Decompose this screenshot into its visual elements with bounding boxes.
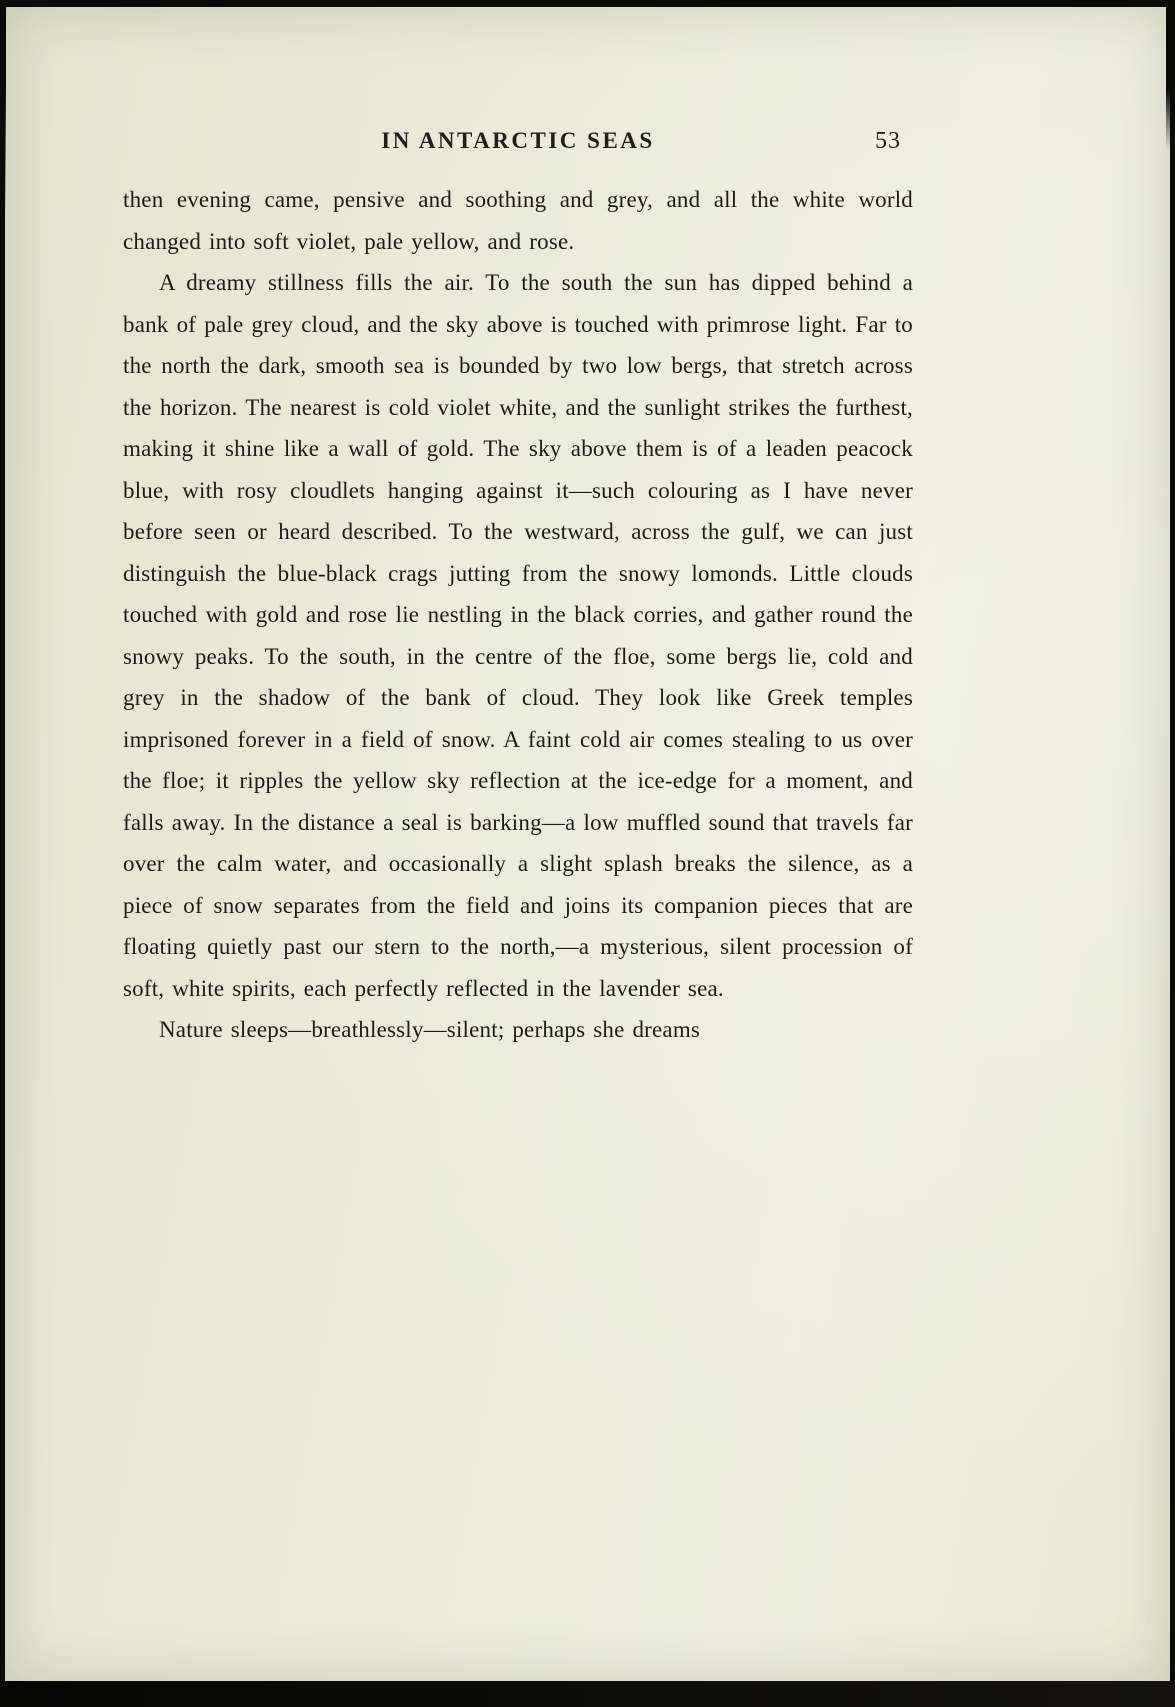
page-number: 53 [875,128,901,154]
paragraph-nature-sleeps: Nature sleeps—breathlessly—silent; perhaps she dreams [159,1017,701,1042]
running-title: IN ANTARCTIC SEAS [381,128,655,153]
scan-edge-artifact-left [0,0,6,220]
paragraph-continuation: then evening came, pensive and soothing and grey, and all the white world changed into soft violet, pale yellow, and rose. [123,187,913,254]
paragraph-dreamy-stillness: A dreamy stillness fills the air. To the south the sun has dipped behind a bank of pale grey cloud, and the sky above is touched with primrose light. Far to the north the dark, smooth sea is bounded by two low bergs, that stretch across the horizon. The nearest is cold violet white, and the sunlight strikes the furthest, making it shine like a wall of gold. The sky above them is of a leaden peacock blue, with rosy cloudlets hanging against it—such colouring as I have never before seen or heard described. To the westward, across the gulf, we can just distinguish the blue-black crags jutting from the snowy lomonds. Little clouds touched with gold and rose lie nestling in the black corries, and gather round the snowy peaks. To the south, in the centre of the floe, some bergs lie, cold and grey in the shadow of the bank of cloud. They look like Greek temples imprisoned forever in a field of snow. A faint cold air comes stealing to us over the floe; it ripples the yellow sky reflection at the ice-edge for a moment, and falls away. In the distance a seal is barking—a low muffled sound that travels far over the calm water, and occasionally a slight splash breaks the silence, as a piece of snow separates from the field and joins its companion pieces that are floating quietly past our stern to the north,—a mysterious, silent procession of soft, white spirits, each perfectly reflected in the lavender sea. [123,270,913,1001]
body-text [123,179,913,1051]
scan-edge-artifact-bottom [0,1681,1175,1707]
page-header [123,128,913,168]
scan-edge-artifact-top-right [1166,0,1175,150]
paper-surface [5,7,1170,1681]
